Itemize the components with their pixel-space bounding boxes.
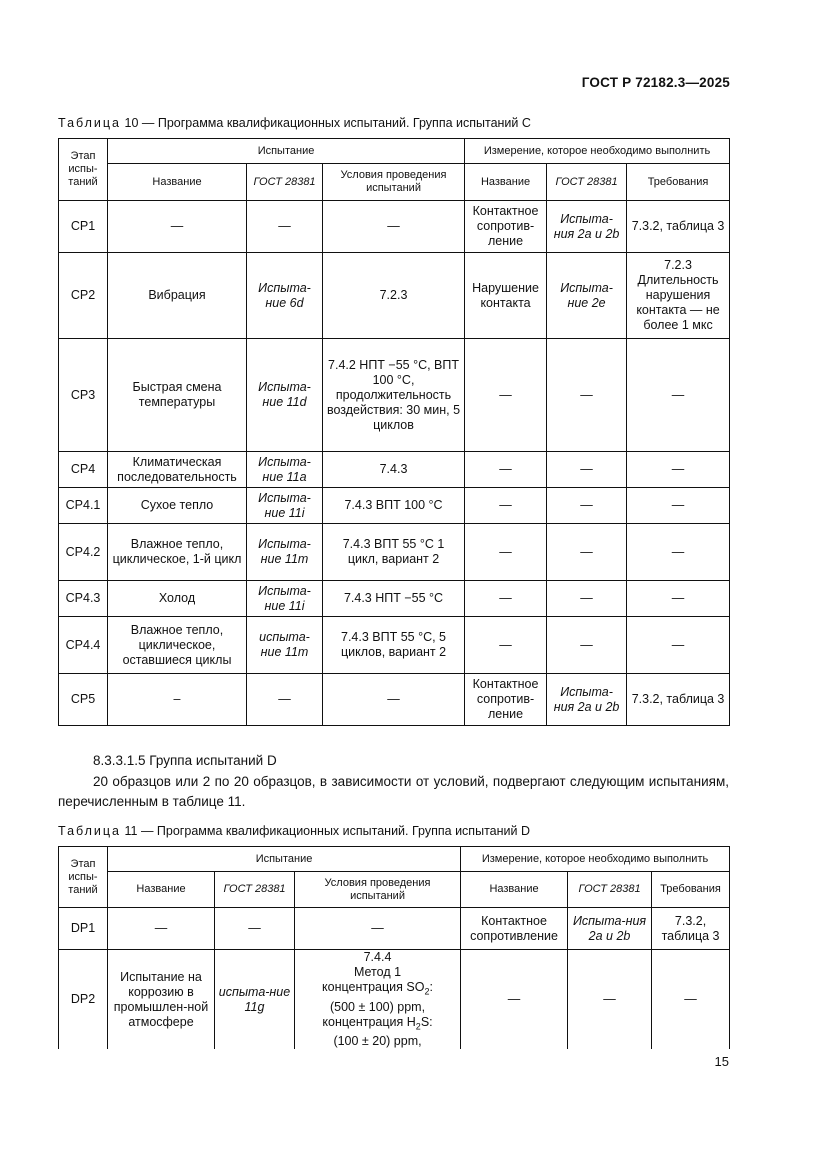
cell-name: — xyxy=(108,201,247,253)
header-measure-group: Измерение, которое необходимо выполнить xyxy=(465,139,730,164)
table-10-caption-text: 10 — Программа квалификационных испытаний. Группа испытаний С xyxy=(124,116,531,130)
cell-requirements: — xyxy=(627,488,730,524)
cell-measure-gost: — xyxy=(568,950,652,1050)
cell-requirements: 7.3.2, таблица 3 xyxy=(627,674,730,726)
header-name: Название xyxy=(108,164,247,201)
cell-gost: испыта-ние 11g xyxy=(215,950,295,1050)
cell-requirements: — xyxy=(627,452,730,488)
cell-measure-name: — xyxy=(465,452,547,488)
cell-stage: CP4.4 xyxy=(59,617,108,674)
cell-requirements: — xyxy=(627,581,730,617)
document-code: ГОСТ Р 72182.3—2025 xyxy=(581,75,730,90)
cell-gost: Испыта-ние 11i xyxy=(247,488,323,524)
cell-gost: — xyxy=(215,908,295,950)
so2-sub: 2 xyxy=(424,986,430,997)
section-paragraph: 20 образцов или 2 по 20 образцов, в зависимости от условий, подвергают следующим испытаниям, перечисленным в таблице 11. xyxy=(58,774,729,809)
h2s-sub: 2 xyxy=(415,1021,421,1031)
header-stage: Этап испы-таний xyxy=(59,847,108,908)
header-name: Название xyxy=(108,872,215,908)
table-11 xyxy=(58,846,730,1049)
cell-conditions: 7.4.3 НПТ −55 °С xyxy=(323,581,465,617)
cell-measure-gost: — xyxy=(547,617,627,674)
cell-gost: Испыта-ние 11a xyxy=(247,452,323,488)
cell-measure-name: — xyxy=(465,617,547,674)
cond-line xyxy=(298,1015,457,1035)
cell-stage: CP2 xyxy=(59,253,108,339)
cell-name: Влажное тепло, циклическое, оставшиеся циклы xyxy=(108,617,247,674)
cell-measure-name: Контактное сопротив-ление xyxy=(465,201,547,253)
cell-measure-gost: — xyxy=(547,581,627,617)
h2s-prefix: концентрация H xyxy=(322,1014,416,1029)
cell-stage: CP1 xyxy=(59,201,108,253)
cell-conditions: 7.4.3 xyxy=(323,452,465,488)
header-measure-name: Название xyxy=(465,164,547,201)
so2-suffix: : xyxy=(429,980,433,994)
cell-stage: CP4.3 xyxy=(59,581,108,617)
header-measure-gost: ГОСТ 28381 xyxy=(568,872,652,908)
table-row xyxy=(59,488,730,524)
cell-measure-gost: — xyxy=(547,488,627,524)
table-row xyxy=(59,581,730,617)
cell-conditions: 7.4.3 ВПТ 100 °С xyxy=(323,488,465,524)
cell-measure-name: — xyxy=(461,950,568,1050)
header-test-group: Испытание xyxy=(108,847,461,872)
cell-name: Климатическая последовательность xyxy=(108,452,247,488)
cell-measure-name: — xyxy=(465,339,547,452)
cell-name: — xyxy=(108,908,215,950)
cond-line: Метод 1 xyxy=(353,965,402,979)
cell-name: Быстрая смена температуры xyxy=(108,339,247,452)
cell-gost: — xyxy=(247,201,323,253)
table-row xyxy=(59,452,730,488)
header-measure-gost: ГОСТ 28381 xyxy=(547,164,627,201)
cell-conditions: 7.4.2 НПТ −55 °С, ВПТ 100 °С, продолжительность воздействия: 30 мин, 5 циклов xyxy=(323,339,465,452)
cell-measure-name: — xyxy=(465,581,547,617)
cell-measure-gost: — xyxy=(547,452,627,488)
cell-gost: — xyxy=(247,674,323,726)
cell-gost: Испыта-ние 11i xyxy=(247,581,323,617)
cell-conditions: 7.4.3 ВПТ 55 °С 1 цикл, вариант 2 xyxy=(323,524,465,581)
table-row xyxy=(59,617,730,674)
header-test-group: Испытание xyxy=(108,139,465,164)
cell-measure-gost: Испыта-ние 2e xyxy=(547,253,627,339)
cell-name: Холод xyxy=(108,581,247,617)
cell-stage: CP4 xyxy=(59,452,108,488)
h2s-suffix: S: xyxy=(420,1014,433,1029)
page-number: 15 xyxy=(714,1054,729,1069)
cell-requirements: — xyxy=(627,524,730,581)
cell-requirements: 7.3.2, таблица 3 xyxy=(652,908,730,950)
table-row xyxy=(59,253,730,339)
cell-stage: CP4.2 xyxy=(59,524,108,581)
table-row xyxy=(59,339,730,452)
header-conditions: Условия проведения испытаний xyxy=(323,164,465,201)
cond-line xyxy=(298,980,457,1000)
header-measure-group: Измерение, которое необходимо выполнить xyxy=(461,847,730,872)
cell-name: Вибрация xyxy=(108,253,247,339)
table-row xyxy=(59,524,730,581)
cell-requirements: 7.3.2, таблица 3 xyxy=(627,201,730,253)
cell-stage: DP1 xyxy=(59,908,108,950)
header-measure-name: Название xyxy=(461,872,568,908)
cell-measure-name: — xyxy=(465,488,547,524)
header-requirements: Требования xyxy=(627,164,730,201)
cell-measure-name: — xyxy=(465,524,547,581)
so2-prefix: концентрация SO xyxy=(322,980,425,994)
table-row xyxy=(59,950,730,1050)
cell-measure-gost: — xyxy=(547,524,627,581)
header-stage: Этап испы-таний xyxy=(59,139,108,201)
cell-conditions: — xyxy=(323,201,465,253)
header-gost: ГОСТ 28381 xyxy=(247,164,323,201)
cell-gost: Испыта-ние 11d xyxy=(247,339,323,452)
cell-measure-name: Контактное сопротив-ление xyxy=(465,674,547,726)
cell-requirements: 7.2.3 Длительность нарушения контакта — не более 1 мкс xyxy=(627,253,730,339)
cell-requirements: — xyxy=(627,617,730,674)
cell-measure-gost: — xyxy=(547,339,627,452)
header-gost: ГОСТ 28381 xyxy=(215,872,295,908)
cell-gost: Испыта-ние 11m xyxy=(247,524,323,581)
cell-conditions: — xyxy=(295,908,461,950)
cell-conditions: — xyxy=(323,674,465,726)
cell-measure-gost: Испыта-ния 2a и 2b xyxy=(568,908,652,950)
cell-name: Сухое тепло xyxy=(108,488,247,524)
cond-line: (500 ± 100) ppm, xyxy=(329,999,426,1014)
cell-stage: CP4.1 xyxy=(59,488,108,524)
section-heading: 8.3.3.1.5 Группа испытаний D xyxy=(93,753,277,768)
cell-gost: Испыта-ние 6d xyxy=(247,253,323,339)
table-11-caption xyxy=(58,824,530,838)
header-conditions: Условия проведения испытаний xyxy=(295,872,461,908)
cell-stage: DP2 xyxy=(59,950,108,1050)
cond-line: (100 ± 20) ppm, xyxy=(333,1034,422,1048)
cell-conditions: 7.4.3 ВПТ 55 °С, 5 циклов, вариант 2 xyxy=(323,617,465,674)
cell-measure-gost: Испыта-ния 2a и 2b xyxy=(547,674,627,726)
cell-gost: испыта-ние 11m xyxy=(247,617,323,674)
cell-measure-gost: Испыта-ния 2a и 2b xyxy=(547,201,627,253)
cell-name: Испытание на коррозию в промышлен-ной атмосфере xyxy=(108,950,215,1050)
cell-measure-name: Контактное сопротивление xyxy=(461,908,568,950)
cell-name: – xyxy=(108,674,247,726)
table-10-caption-label: Таблица xyxy=(58,116,122,130)
table-row xyxy=(59,201,730,253)
cond-line: 7.4.4 xyxy=(363,950,392,964)
cell-conditions xyxy=(295,950,461,1050)
table-11-caption-label: Таблица xyxy=(58,824,122,838)
cell-requirements: — xyxy=(652,950,730,1050)
table-10 xyxy=(58,138,730,726)
cell-measure-name: Нарушение контакта xyxy=(465,253,547,339)
cell-conditions: 7.2.3 xyxy=(323,253,465,339)
cell-stage: CP5 xyxy=(59,674,108,726)
cell-requirements: — xyxy=(627,339,730,452)
table-row xyxy=(59,908,730,950)
table-row xyxy=(59,674,730,726)
cell-stage: CP3 xyxy=(59,339,108,452)
table-10-caption xyxy=(58,116,531,130)
cell-name: Влажное тепло, циклическое, 1-й цикл xyxy=(108,524,247,581)
table-11-caption-text: 11 — Программа квалификационных испытаний. Группа испытаний D xyxy=(124,824,530,838)
header-requirements: Требования xyxy=(652,872,730,908)
